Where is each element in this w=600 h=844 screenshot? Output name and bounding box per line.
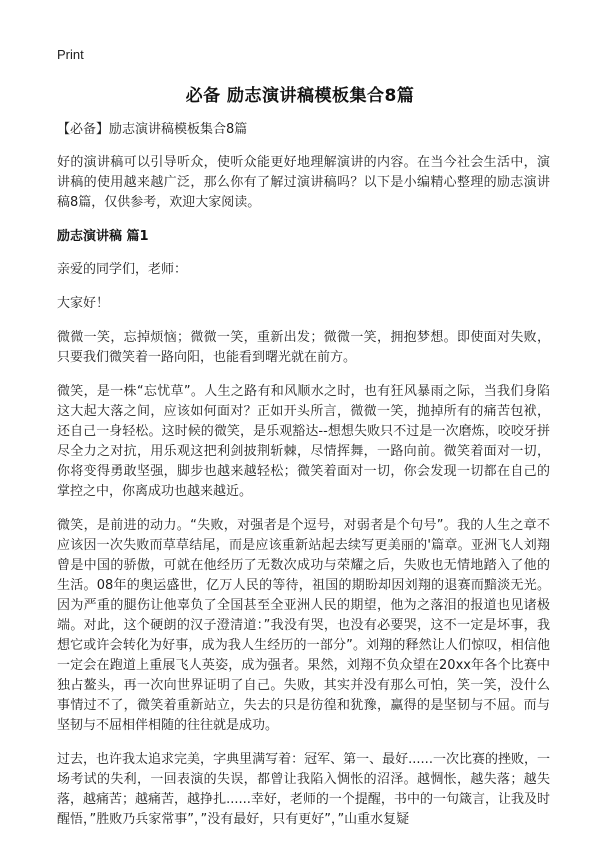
intro-paragraph: 好的演讲稿可以引导听众，使听众能更好地理解演讲的内容。在当今社会生活中，演讲稿的使用越来越广泛，那么你有了解过演讲稿吗？以下是小编精心整理的励志演讲稿8篇，仅供参考，欢迎大家阅读。 — [57, 155, 550, 210]
document-subtitle: 【必备】励志演讲稿模板集合8篇 — [57, 122, 248, 137]
document-body — [57, 120, 550, 844]
section-heading: 励志演讲稿 篇1 — [57, 229, 149, 244]
salutation-line: 大家好！ — [57, 296, 110, 311]
greeting-line: 亲爱的同学们，老师： — [57, 262, 188, 277]
body-paragraph: 微微一笑，忘掉烦恼；微微一笑，重新出发；微微一笑，拥抱梦想。即使面对失败，只要我们微笑着一路向阳，也能看到曙光就在前方。 — [57, 330, 550, 365]
body-paragraph: 过去，也许我太追求完美，字典里满写着：冠军、第一、最好......一次比赛的挫败，一场考试的失利，一回表演的失误，都曾让我陷入惆怅的沼泽。越惆怅，越失落；越失落，越痛苦；越痛苦，越挣扎......幸好，老师的一个提醒，书中的一句箴言，让我及时醒悟，”胜败乃兵家常事”，”没有最好，只有更好”，”山重水复疑 — [57, 752, 550, 827]
body-paragraph: 微笑，是前进的动力。“失败，对强者是个逗号，对弱者是个句号”。我的人生之章不应该因一次失败而草草结尾，而是应该重新站起去续写更美丽的'篇章。亚洲飞人刘翔曾是中国的骄傲，可就在他经历了无数次成功与荣耀之后，失败也无情地踏入了他的生活。08年的奥运盛世，亿万人民的等待，祖国的期盼却因刘翔的退赛而黯淡无光。因为严重的腿伤让他辜负了全国甚至全亚洲人民的期望，他为之落泪的报道也见诸极端。对此，这个硬朗的汉子澄清道：”我没有哭，也没有必要哭，这不一定是坏事，我想它或许会转化为好事，成为我人生经历的一部分”。刘翔的释然让人们惊叹，相信他一定会在跑道上重展飞人英姿，成为强者。果然，刘翔不负众望在20xx年各个比赛中独占鳌头，再一次向世界证明了自己。失败，其实并没有那么可怕，笑一笑，没什么事情过不了，微笑着重新站立，失去的只是彷徨和犹豫，赢得的是坚韧与不屈。而与坚韧与不屈相伴相随的往往就是成功。 — [57, 518, 550, 733]
body-paragraph: 微笑，是一株“忘忧草”。人生之路有和风顺水之时，也有狂风暴雨之际，当我们身陷这大起大落之间，应该如何面对？正如开头所言，微微一笑，抛掉所有的痛苦包袱，还自己一身轻松。这时候的微笑，是乐观豁达--想想失败只不过是一次磨炼，咬咬牙拼尽全力之对抗，用乐观这把利剑披荆斩棘，尽情挥舞，一路向前。微笑着面对一切，你将变得勇敢坚强，脚步也越来越轻松；微笑着面对一切，你会发现一切都在自己的掌控之中，你离成功也越来越近。 — [57, 384, 550, 499]
print-label: Print — [57, 47, 84, 62]
document-title: 必备 励志演讲稿模板集合8篇 — [185, 86, 415, 106]
